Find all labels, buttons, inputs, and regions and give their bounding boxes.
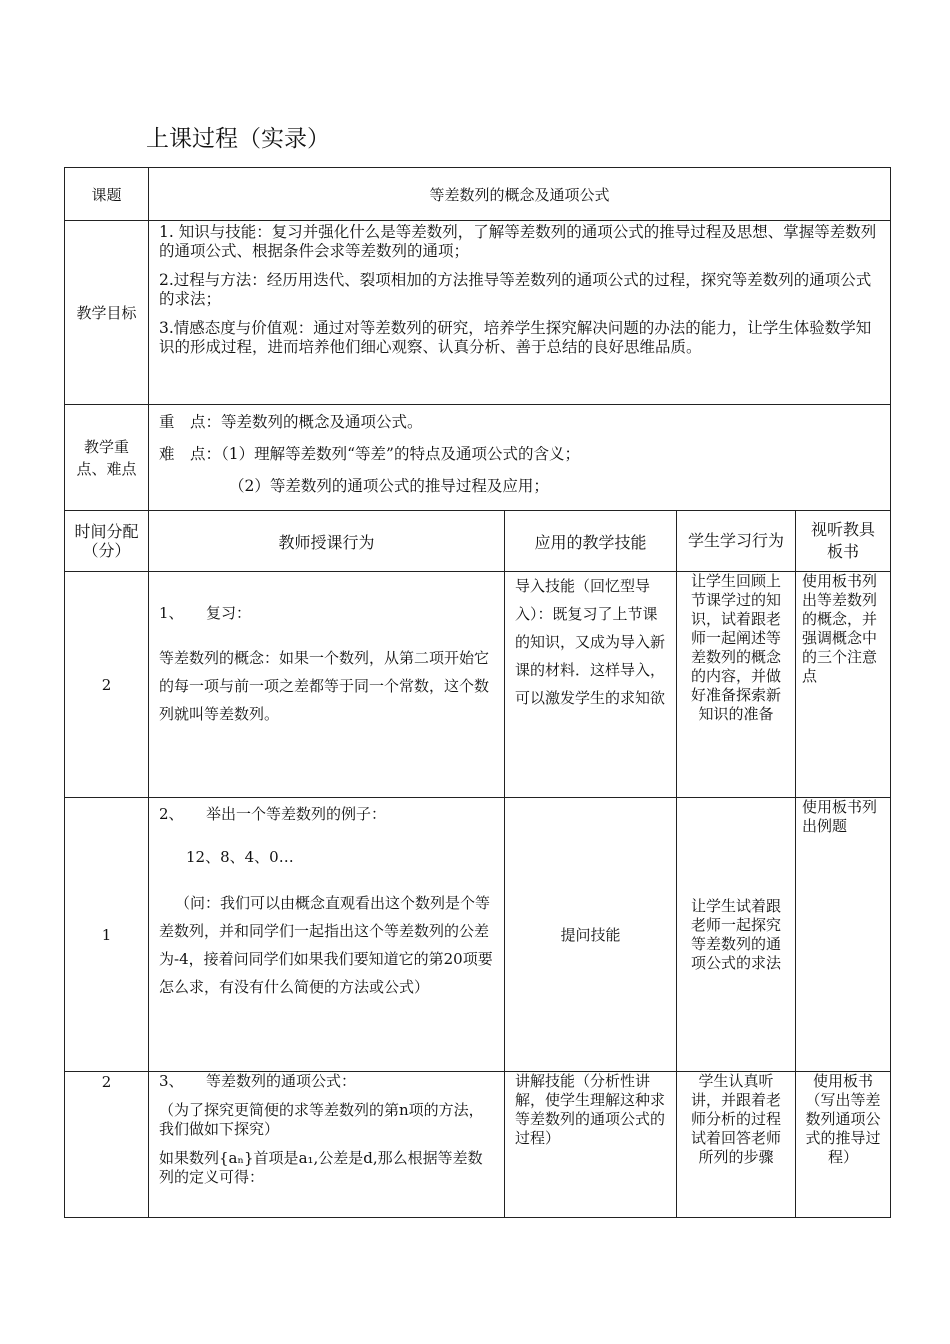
- row2-step: 2、 举出一个等差数列的例子：: [159, 805, 387, 823]
- row3-body2-a: 如果数列: [159, 1149, 220, 1167]
- lesson-table: [64, 167, 891, 1218]
- topic-value: 等差数列的概念及通项公式: [149, 168, 891, 221]
- row1-media: 使用板书列出等差数列的概念，并强调概念中的三个注意点: [796, 572, 891, 798]
- row1-student: 让学生回顾上节课学过的知识，试着跟老师一起阐述等差数列的概念的内容，并做好准备探索新知识的准备: [677, 572, 796, 798]
- page-title: 上课过程（实录）: [146, 126, 330, 152]
- header-student: 学生学习行为: [677, 511, 796, 572]
- table-row: [65, 572, 891, 798]
- difficult-point-1: 难 点：（1）理解等差数列“等差”的特点及通项公式的含义；: [159, 445, 580, 463]
- first-term-symbol: a₁,: [298, 1149, 319, 1167]
- row1-time: 2: [65, 572, 149, 798]
- header-teacher: 教师授课行为: [149, 511, 505, 572]
- goal-item: 1. 知识与技能：复习并强化什么是等差数列，了解等差数列的通项公式的推导过程及思想、掌握等差数列的通项公式、根据条件会求等差数列的通项；: [159, 223, 877, 260]
- keypoints-row: [65, 405, 891, 511]
- header-time: 时间分配（分）: [65, 511, 149, 572]
- row3-body2-b: 首项是: [253, 1149, 299, 1167]
- topic-row: [65, 168, 891, 221]
- row1-teacher: [149, 572, 505, 798]
- row2-media: 使用板书列出例题: [796, 798, 891, 1072]
- row3-media: 使用板书（写出等差数列通项公式的推导过程）: [796, 1072, 891, 1218]
- goals-label: 教学目标: [65, 221, 149, 405]
- difficult-point-2: （2）等差数列的通项公式的推导过程及应用；: [229, 477, 549, 495]
- goal-item: 2.过程与方法：经历用迭代、裂项相加的方法推导等差数列的通项公式的过程，探究等差数列的通项公式的求法；: [159, 271, 872, 308]
- header-row: [65, 511, 891, 572]
- keypoints-content: [149, 405, 891, 511]
- header-skill: 应用的教学技能: [505, 511, 677, 572]
- row1-skill: 导入技能（回忆型导入）：既复习了上节课的知识，又成为导入新课的材料．这样导入，可以激发学生的求知欲: [505, 572, 677, 798]
- row3-body: （为了探究更简便的求等差数列的第n项的方法，我们做如下探究）: [159, 1101, 484, 1138]
- row1-step: 1、 复习：: [159, 604, 252, 622]
- row2-student: 让学生试着跟老师一起探究等差数列的通项公式的求法: [677, 798, 796, 1072]
- row2-body: （问：我们可以由概念直观看出这个数列是个等差数列，并和同学们一起指出这个等差数列的公差为-4，接着问同学们如果我们要知道它的第20项要怎么求，有没有什么简便的方法或公式）: [159, 894, 493, 996]
- row3-student: 学生认真听讲，并跟着老师分析的过程试着回答老师所列的步骤: [677, 1072, 796, 1218]
- topic-label: 课题: [65, 168, 149, 221]
- row2-skill: 提问技能: [505, 798, 677, 1072]
- table-row: [65, 798, 891, 1072]
- sequence-symbol: {aₙ}: [219, 1149, 254, 1167]
- table-row: [65, 1072, 891, 1218]
- row3-skill: 讲解技能（分析性讲解，使学生理解这种求等差数列的通项公式的过程）: [505, 1072, 677, 1218]
- key-point: 重 点：等差数列的概念及通项公式。: [159, 413, 423, 431]
- header-media: 视听教具板书: [796, 511, 891, 572]
- row3-teacher: [149, 1072, 505, 1218]
- goals-row: [65, 221, 891, 405]
- row2-example: 12、8、4、0…: [186, 848, 294, 866]
- row3-step: 3、 等差数列的通项公式：: [159, 1072, 357, 1090]
- row2-time: 1: [65, 798, 149, 1072]
- row3-body2: [159, 1149, 494, 1187]
- row2-teacher: [149, 798, 505, 1072]
- row3-time: 2: [65, 1072, 149, 1218]
- row3-body2-c: 公差是d,那么根据等差数列的定义可得：: [159, 1149, 483, 1186]
- goal-item: 3.情感态度与价值观：通过对等差数列的研究，培养学生探究解决问题的办法的能力，让学生体验数学知识的形成过程，进而培养他们细心观察、认真分析、善于总结的良好思维品质。: [159, 319, 872, 356]
- keypoints-label: 教学重点、难点: [65, 405, 149, 511]
- goals-content: [149, 221, 891, 405]
- row1-body: 等差数列的概念：如果一个数列，从第二项开始它的每一项与前一项之差都等于同一个常数，这个数列就叫等差数列。: [159, 649, 490, 723]
